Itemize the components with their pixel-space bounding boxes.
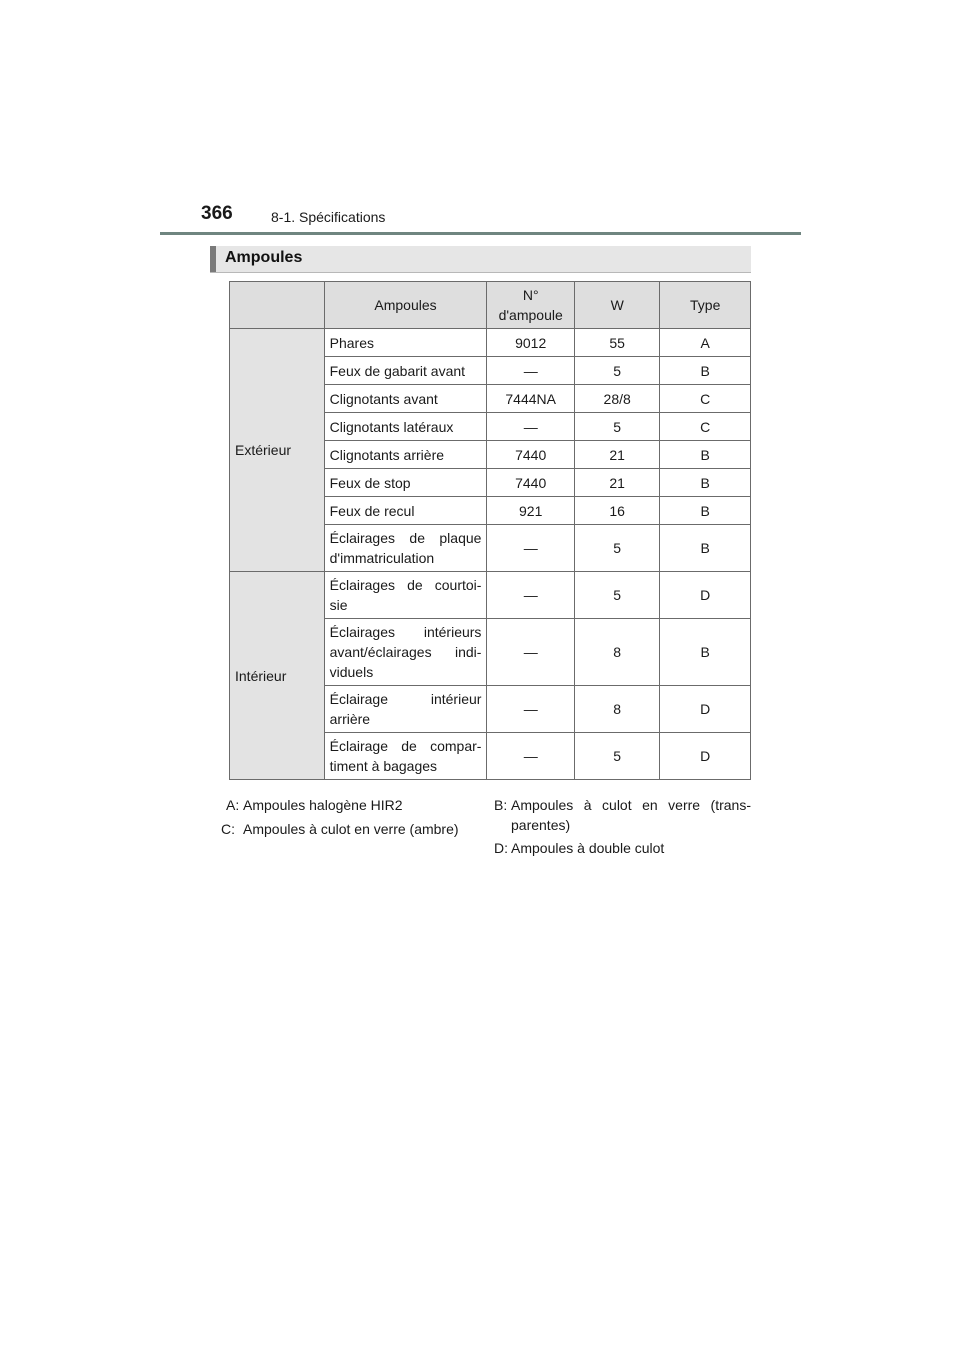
legend-key: A: xyxy=(226,797,240,813)
bulb-watts: 5 xyxy=(574,572,659,619)
bulb-type: D xyxy=(660,733,751,780)
legend-text: Ampoules à double culot xyxy=(511,840,665,856)
bulb-name: Éclairages intérieurs avant/éclairages indi-viduels xyxy=(324,619,487,686)
bulb-type: C xyxy=(660,385,751,413)
column-header-bulb-number xyxy=(487,282,575,329)
bulb-watts: 28/8 xyxy=(574,385,659,413)
bulb-name: Éclairages de courtoi-sie xyxy=(324,572,487,619)
bulb-number: — xyxy=(487,619,575,686)
bulb-name: Phares xyxy=(324,329,487,357)
bulb-number: — xyxy=(487,413,575,441)
bulb-name: Feux de gabarit avant xyxy=(324,357,487,385)
table-row xyxy=(230,572,751,619)
legend-item-c xyxy=(221,819,476,859)
bulb-name: Feux de stop xyxy=(324,469,487,497)
bulb-type: D xyxy=(660,686,751,733)
bulb-type: B xyxy=(660,525,751,572)
header-rule xyxy=(160,232,801,235)
bulb-type: D xyxy=(660,572,751,619)
bulb-number: 9012 xyxy=(487,329,575,357)
section-heading-bar xyxy=(210,246,751,273)
bulb-number: — xyxy=(487,733,575,780)
bulb-watts: 21 xyxy=(574,441,659,469)
bulb-type: B xyxy=(660,357,751,385)
legend-text: Ampoules à culot en verre (trans-parentes) xyxy=(511,797,751,833)
legend-key: B: xyxy=(494,797,508,813)
bulb-number-header-line1: N° xyxy=(522,287,539,303)
bulb-name: Éclairage de compar-timent à bagages xyxy=(324,733,487,780)
column-header-type: Type xyxy=(660,282,751,329)
legend-item-d xyxy=(494,838,754,858)
bulb-table xyxy=(229,281,751,780)
bulb-name: Éclairage intérieur arrière xyxy=(324,686,487,733)
bulb-number-header-line2: d'ampoule xyxy=(498,307,563,323)
bulb-number: — xyxy=(487,357,575,385)
bulb-type: B xyxy=(660,441,751,469)
table-header-row xyxy=(230,282,751,329)
group-label-exterior: Extérieur xyxy=(230,329,325,572)
bulb-number: 7440 xyxy=(487,469,575,497)
table-row xyxy=(230,329,751,357)
legend-item-a xyxy=(226,795,476,815)
bulb-watts: 5 xyxy=(574,525,659,572)
bulb-number: 7440 xyxy=(487,441,575,469)
bulb-type: B xyxy=(660,619,751,686)
column-header-watts: W xyxy=(574,282,659,329)
bulb-type: C xyxy=(660,413,751,441)
bulb-name: Clignotants latéraux xyxy=(324,413,487,441)
section-accent xyxy=(210,246,216,272)
bulb-watts: 21 xyxy=(574,469,659,497)
bulb-watts: 8 xyxy=(574,619,659,686)
bulb-number: 7444NA xyxy=(487,385,575,413)
bulb-name: Éclairages de plaque d'immatriculation xyxy=(324,525,487,572)
bulb-name: Clignotants avant xyxy=(324,385,487,413)
bulb-type: B xyxy=(660,497,751,525)
legend-key: C: xyxy=(221,821,235,837)
column-header-bulbs: Ampoules xyxy=(324,282,487,329)
bulb-number: — xyxy=(487,686,575,733)
bulb-watts: 5 xyxy=(574,413,659,441)
bulb-name: Feux de recul xyxy=(324,497,487,525)
legend-key: D: xyxy=(494,840,508,856)
legend-item-b xyxy=(494,795,754,835)
legend-text: Ampoules à culot en verre (ambre) xyxy=(243,821,459,837)
bulb-watts: 55 xyxy=(574,329,659,357)
section-title: Ampoules xyxy=(225,249,303,266)
bulb-watts: 5 xyxy=(574,733,659,780)
bulb-watts: 5 xyxy=(574,357,659,385)
column-header-group xyxy=(230,282,325,329)
bulb-name: Clignotants arrière xyxy=(324,441,487,469)
bulb-number: — xyxy=(487,572,575,619)
bulb-watts: 16 xyxy=(574,497,659,525)
bulb-number: 921 xyxy=(487,497,575,525)
page-number: 366 xyxy=(201,203,233,224)
bulb-type: B xyxy=(660,469,751,497)
bulb-watts: 8 xyxy=(574,686,659,733)
group-label-interior: Intérieur xyxy=(230,572,325,780)
chapter-title: 8-1. Spécifications xyxy=(271,209,386,225)
bulb-type: A xyxy=(660,329,751,357)
legend-text: Ampoules halogène HIR2 xyxy=(243,797,403,813)
bulb-number: — xyxy=(487,525,575,572)
